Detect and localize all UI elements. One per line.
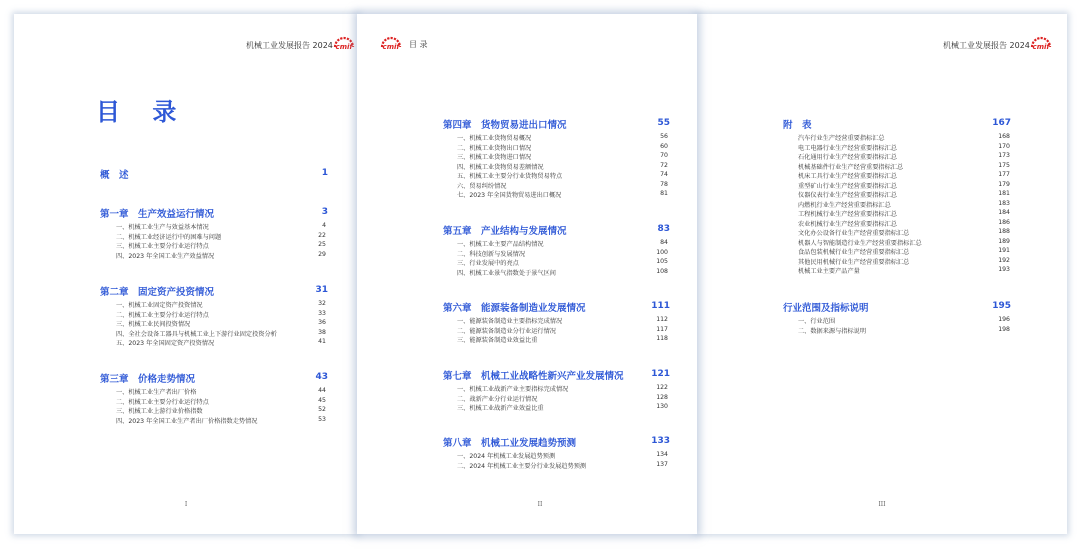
toc-entry-page[interactable]: 181 bbox=[998, 190, 1010, 197]
toc-entry-page[interactable]: 41 bbox=[318, 338, 326, 345]
toc-entry[interactable]: 机械工业主要产品产量 bbox=[798, 268, 860, 275]
toc-entry[interactable]: 农业机械行业生产经营重要指标汇总 bbox=[798, 220, 897, 228]
toc-entry-page[interactable]: 72 bbox=[660, 161, 668, 169]
toc-entry[interactable]: 一、机械工业主要产品结构情况 bbox=[457, 241, 544, 248]
toc-entry-page[interactable]: 196 bbox=[998, 316, 1010, 323]
toc-entry[interactable]: 三、能源装备制造业效益比重 bbox=[457, 337, 538, 344]
toc-entry[interactable]: 二、机械工业货物出口情况 bbox=[457, 144, 532, 152]
running-header: 机械工业发展报告 2024 bbox=[943, 41, 1030, 50]
toc-entry-page[interactable]: 33 bbox=[318, 309, 326, 317]
toc-entry-page[interactable]: 38 bbox=[318, 328, 326, 336]
cmif-logo-icon bbox=[332, 34, 356, 50]
toc-entry-page[interactable]: 32 bbox=[318, 300, 326, 307]
svg-text:cmif: cmif bbox=[1032, 43, 1050, 50]
toc-entry[interactable]: 工程机械行业生产经营重要指标汇总 bbox=[798, 211, 897, 218]
toc-entry[interactable]: 三、行业发展中的亮点 bbox=[457, 260, 519, 267]
toc-entry[interactable]: 四、2023 年全国工业生产者出厂价格指数走势情况 bbox=[116, 417, 258, 425]
toc-entry-page[interactable]: 117 bbox=[656, 325, 668, 333]
toc-entry-page[interactable]: 56 bbox=[660, 133, 668, 140]
toc-entry[interactable]: 六、贸易纠纷情况 bbox=[457, 182, 507, 190]
toc-entry[interactable]: 二、科技创新与发展情况 bbox=[457, 250, 526, 258]
toc-entry[interactable]: 五、2023 年全国固定资产投资情况 bbox=[116, 340, 215, 347]
toc-entry-page[interactable]: 191 bbox=[998, 247, 1010, 254]
toc-chapter-title[interactable]: 第七章 机械工业战略性新兴产业发展情况 bbox=[443, 371, 624, 382]
toc-chapter-title[interactable]: 第五章 产业结构与发展情况 bbox=[443, 226, 567, 237]
toc-entry-page[interactable]: 74 bbox=[660, 171, 668, 178]
toc-entry[interactable]: 一、2024 年机械工业发展趋势预测 bbox=[457, 453, 556, 460]
toc-entry-page[interactable]: 189 bbox=[998, 237, 1010, 245]
toc-entry[interactable]: 石化通用行业生产经营重要指标汇总 bbox=[798, 154, 897, 161]
toc-entry-page[interactable]: 45 bbox=[318, 396, 326, 404]
toc-entry[interactable]: 三、机械工业主要分行业运行特点 bbox=[116, 243, 209, 250]
toc-entry[interactable]: 内燃机行业生产经营重要指标汇总 bbox=[798, 201, 891, 209]
toc-entry[interactable]: 机器人与智能制造行业生产经营重要指标汇总 bbox=[798, 239, 922, 247]
toc-chapter-page[interactable]: 43 bbox=[315, 372, 328, 382]
toc-entry[interactable]: 机床工具行业生产经营重要指标汇总 bbox=[798, 173, 897, 180]
toc-entry-page[interactable]: 36 bbox=[318, 319, 326, 326]
toc-chapter-title[interactable]: 第二章 固定资产投资情况 bbox=[100, 287, 215, 298]
toc-entry-page[interactable]: 198 bbox=[998, 325, 1010, 333]
toc-page-2 bbox=[357, 14, 697, 534]
toc-chapter-page[interactable]: 167 bbox=[992, 118, 1011, 128]
toc-entry-page[interactable]: 130 bbox=[656, 403, 668, 410]
toc-entry[interactable]: 电工电器行业生产经营重要指标汇总 bbox=[798, 144, 897, 152]
toc-page-1 bbox=[14, 14, 358, 534]
toc-page-3 bbox=[697, 14, 1067, 534]
toc-chapter-page[interactable]: 195 bbox=[992, 301, 1011, 311]
toc-entry-page[interactable]: 53 bbox=[318, 415, 326, 423]
toc-entry-page[interactable]: 192 bbox=[998, 256, 1010, 264]
toc-entry-page[interactable]: 22 bbox=[318, 231, 326, 239]
toc-chapter-title[interactable]: 第六章 能源装备制造业发展情况 bbox=[443, 303, 586, 314]
toc-entry[interactable]: 四、2023 年全国工业生产效益情况 bbox=[116, 252, 215, 260]
toc-chapter-title[interactable]: 第三章 价格走势情况 bbox=[100, 374, 196, 385]
toc-entry[interactable]: 一、机械工业战新产业主要指标完成情况 bbox=[457, 386, 569, 393]
toc-entry[interactable]: 文化办公设备行业生产经营重要指标汇总 bbox=[798, 230, 910, 237]
toc-entry[interactable]: 二、机械工业主要分行业运行特点 bbox=[116, 311, 209, 319]
toc-entry[interactable]: 一、行业范围 bbox=[798, 318, 836, 325]
toc-chapter-page[interactable]: 55 bbox=[657, 118, 670, 128]
svg-text:cmif: cmif bbox=[382, 43, 400, 50]
toc-entry[interactable]: 食品包装机械行业生产经营重要指标汇总 bbox=[798, 249, 910, 256]
toc-entry[interactable]: 二、战新产业分行业运行情况 bbox=[457, 395, 538, 403]
toc-entry-page[interactable]: 137 bbox=[656, 460, 668, 468]
page-title: 目 录 bbox=[96, 97, 189, 126]
toc-entry-page[interactable]: 60 bbox=[660, 142, 668, 150]
toc-entry-page[interactable]: 84 bbox=[660, 239, 668, 246]
toc-chapter-page[interactable]: 83 bbox=[657, 224, 670, 234]
toc-entry-page[interactable]: 193 bbox=[998, 266, 1010, 273]
toc-entry-page[interactable]: 175 bbox=[998, 161, 1010, 169]
toc-entry-page[interactable]: 184 bbox=[998, 209, 1010, 216]
toc-chapter-title[interactable]: 第四章 货物贸易进出口情况 bbox=[443, 120, 567, 131]
toc-entry[interactable]: 四、机械工业货物贸易差额情况 bbox=[457, 163, 544, 171]
toc-entry[interactable]: 三、机械工业民间投资情况 bbox=[116, 321, 191, 328]
toc-entry[interactable]: 七、2023 年全国货物贸易进出口概况 bbox=[457, 192, 562, 199]
toc-entry-page[interactable]: 4 bbox=[322, 222, 326, 229]
toc-entry[interactable]: 二、数据来源与指标说明 bbox=[798, 327, 867, 335]
toc-chapter-title[interactable]: 概 述 bbox=[100, 170, 129, 181]
toc-entry-page[interactable]: 29 bbox=[318, 250, 326, 258]
toc-entry[interactable]: 重型矿山行业生产经营重要指标汇总 bbox=[798, 182, 897, 190]
toc-entry-page[interactable]: 170 bbox=[998, 142, 1010, 150]
toc-entry-page[interactable]: 122 bbox=[656, 384, 668, 391]
toc-entry-page[interactable]: 168 bbox=[998, 133, 1010, 140]
toc-entry[interactable]: 仪器仪表行业生产经营重要指标汇总 bbox=[798, 192, 897, 199]
toc-entry-page[interactable]: 188 bbox=[998, 228, 1010, 235]
svg-text:cmif: cmif bbox=[335, 43, 353, 50]
cmif-logo-icon bbox=[1029, 34, 1053, 50]
toc-entry-page[interactable]: 100 bbox=[656, 248, 668, 256]
toc-entry-page[interactable]: 70 bbox=[660, 152, 668, 159]
toc-entry-page[interactable]: 183 bbox=[998, 199, 1010, 207]
toc-entry-page[interactable]: 52 bbox=[318, 406, 326, 413]
toc-entry[interactable]: 四、全社会设备工器具与机械工业上下游行业固定投资分析 bbox=[116, 330, 277, 338]
toc-entry[interactable]: 一、能源装备制造业主要指标完成情况 bbox=[457, 318, 563, 325]
running-header: 机械工业发展报告 2024 bbox=[246, 41, 333, 50]
toc-entry[interactable]: 汽车行业生产经营重要指标汇总 bbox=[798, 135, 885, 142]
toc-entry-page[interactable]: 105 bbox=[656, 258, 668, 265]
toc-entry[interactable]: 二、机械工业主要分行业运行特点 bbox=[116, 398, 209, 406]
toc-entry-page[interactable]: 179 bbox=[998, 180, 1010, 188]
toc-entry-page[interactable]: 44 bbox=[318, 387, 326, 394]
toc-chapter-page[interactable]: 121 bbox=[651, 369, 670, 379]
toc-entry-page[interactable]: 118 bbox=[656, 335, 668, 342]
page-number: II bbox=[537, 501, 543, 508]
toc-entry-page[interactable]: 173 bbox=[998, 152, 1010, 159]
toc-chapter-title[interactable]: 附 表 bbox=[783, 120, 812, 131]
toc-entry[interactable]: 三、机械工业战新产业效益比重 bbox=[457, 405, 544, 412]
toc-entry-page[interactable]: 108 bbox=[656, 267, 668, 275]
page-number: III bbox=[878, 501, 886, 508]
toc-entry[interactable]: 四、机械工业景气指数处于景气区间 bbox=[457, 269, 556, 277]
toc-entry[interactable]: 一、机械工业生产与效益基本情况 bbox=[116, 224, 209, 231]
toc-entry-page[interactable]: 78 bbox=[660, 180, 668, 188]
cmif-logo-icon bbox=[379, 34, 403, 50]
toc-entry[interactable]: 五、机械工业主要分行业货物贸易特点 bbox=[457, 173, 563, 180]
toc-chapter-title[interactable]: 第一章 生产效益运行情况 bbox=[100, 209, 215, 220]
toc-entry[interactable]: 一、机械工业生产者出厂价格 bbox=[116, 389, 197, 396]
toc-entry-page[interactable]: 186 bbox=[998, 218, 1010, 226]
page-number: I bbox=[184, 501, 188, 508]
toc-entry-page[interactable]: 81 bbox=[660, 190, 668, 197]
toc-entry[interactable]: 三、机械工业上游行业价格指数 bbox=[116, 408, 203, 415]
toc-entry[interactable]: 三、机械工业货物进口情况 bbox=[457, 154, 532, 161]
toc-chapter-page[interactable]: 133 bbox=[651, 436, 670, 446]
toc-chapter-title[interactable]: 行业范围及指标说明 bbox=[783, 303, 869, 314]
toc-entry-page[interactable]: 128 bbox=[656, 393, 668, 401]
toc-entry[interactable]: 二、2024 年机械工业主要分行业发展趋势预测 bbox=[457, 462, 587, 470]
toc-entry-page[interactable]: 134 bbox=[656, 451, 668, 458]
toc-chapter-page[interactable]: 1 bbox=[321, 168, 328, 178]
toc-entry[interactable]: 二、机械工业经济运行中的困难与问题 bbox=[116, 233, 222, 241]
toc-entry[interactable]: 其他民用机械行业生产经营重要指标汇总 bbox=[798, 258, 910, 266]
toc-chapter-page[interactable]: 111 bbox=[651, 301, 670, 311]
toc-entry-page[interactable]: 177 bbox=[998, 171, 1010, 178]
toc-entry[interactable]: 一、机械工业货物贸易概况 bbox=[457, 135, 532, 142]
toc-entry-page[interactable]: 112 bbox=[656, 316, 668, 323]
toc-entry[interactable]: 一、机械工业固定资产投资情况 bbox=[116, 302, 203, 309]
running-header: 目 录 bbox=[409, 40, 428, 49]
toc-entry[interactable]: 二、能源装备制造业分行业运行情况 bbox=[457, 327, 556, 335]
toc-entry[interactable]: 机械基础件行业生产经营重要指标汇总 bbox=[798, 163, 904, 171]
toc-chapter-page[interactable]: 31 bbox=[315, 285, 328, 295]
toc-chapter-title[interactable]: 第八章 机械工业发展趋势预测 bbox=[443, 438, 577, 449]
toc-entry-page[interactable]: 25 bbox=[318, 241, 326, 248]
toc-chapter-page[interactable]: 3 bbox=[321, 207, 328, 217]
